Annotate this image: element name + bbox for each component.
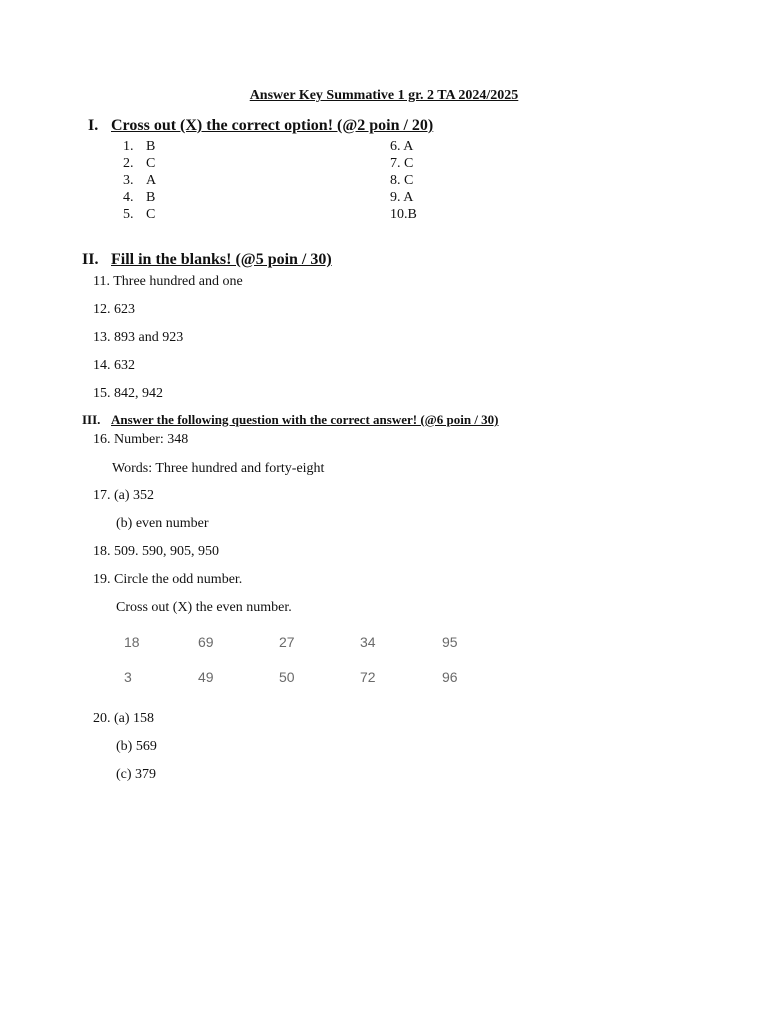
list-item: 9. A <box>390 190 414 205</box>
list-item: 7. C <box>390 156 414 171</box>
grid-cell: 49 <box>198 669 214 685</box>
section-1-heading <box>111 117 433 135</box>
question-19: 19. Circle the odd number. <box>93 572 243 587</box>
section-2-heading <box>111 251 332 269</box>
question-18: 18. 509. 590, 905, 950 <box>93 544 219 559</box>
question-19-instruction: Cross out (X) the even number. <box>116 600 292 615</box>
question-20a: 20. (a) 158 <box>93 711 155 726</box>
grid-cell: 69 <box>198 634 214 650</box>
question-17a: 17. (a) 352 <box>93 488 155 503</box>
list-item: 14. 632 <box>93 358 135 373</box>
page-title: Answer Key Summative 1 gr. 2 TA 2024/2025 <box>249 88 519 103</box>
grid-cell: 72 <box>360 669 376 685</box>
list-item: 8. C <box>390 173 414 188</box>
list-item: 1. B <box>123 139 156 154</box>
number-grid <box>112 622 472 700</box>
section-1-numeral: I. <box>88 117 99 134</box>
grid-cell: 96 <box>442 669 458 685</box>
list-item: 2. C <box>123 156 156 171</box>
list-item: 15. 842, 942 <box>93 386 163 401</box>
section-2-heading-text: Fill in the blanks! (@5 poin / 30) <box>111 251 332 268</box>
list-item: 4. B <box>123 190 156 205</box>
grid-cell: 27 <box>279 634 295 650</box>
grid-cell: 95 <box>442 634 458 650</box>
grid-cell: 50 <box>279 669 295 685</box>
section-3-heading <box>111 412 499 428</box>
question-16: 16. Number: 348 <box>93 432 189 447</box>
section-2-numeral: II. <box>82 251 99 268</box>
section-1-heading-text: Cross out (X) the correct option! (@2 poin / 20) <box>111 117 434 134</box>
list-item: 5. C <box>123 207 156 222</box>
question-20b: (b) 569 <box>116 739 157 754</box>
answer-list-left <box>123 138 156 223</box>
list-item: 6. A <box>390 139 414 154</box>
list-item: 11. Three hundred and one <box>93 274 243 289</box>
question-20c: (c) 379 <box>116 767 157 782</box>
answer-list-right <box>390 138 417 223</box>
grid-cell: 34 <box>360 634 376 650</box>
list-item: 12. 623 <box>93 302 135 317</box>
list-item: 3. A <box>123 173 157 188</box>
section-3-numeral: III. <box>82 412 101 427</box>
section-3-heading-text: Answer the following question with the correct answer! (@6 poin / 30) <box>111 412 499 427</box>
list-item: 10.B <box>390 207 417 222</box>
grid-cell: 18 <box>124 634 140 650</box>
question-17b: (b) even number <box>116 516 209 531</box>
question-16-words: Words: Three hundred and forty-eight <box>112 461 325 476</box>
grid-cell: 3 <box>124 669 132 685</box>
list-item: 13. 893 and 923 <box>93 330 184 345</box>
